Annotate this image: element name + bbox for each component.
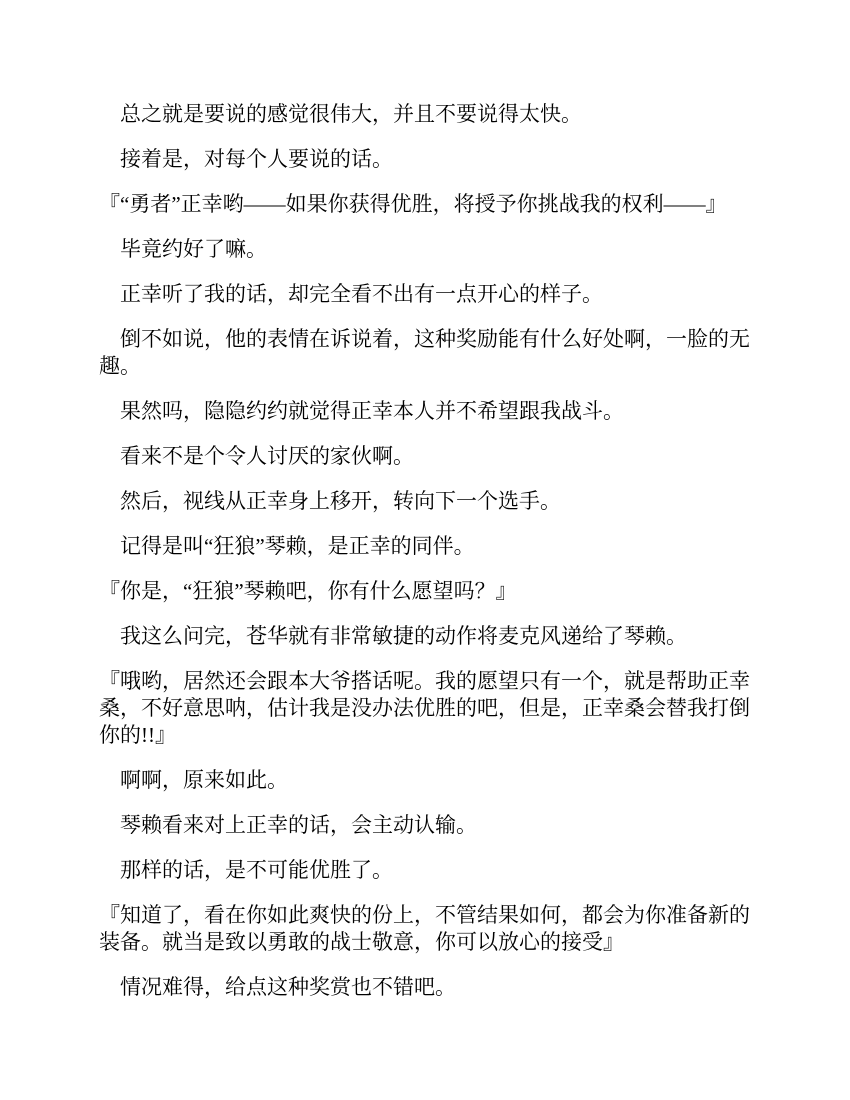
dialogue-paragraph: 『知道了，看在你如此爽快的份上，不管结果如何，都会为你准备新的装备。就当是致以勇敢的战士敬意，你可以放心的接受』: [99, 903, 750, 954]
paragraph: 毕竟约好了嘛。: [120, 237, 267, 261]
paragraph: 我这么问完，苍华就有非常敏捷的动作将麦克风递给了琴赖。: [120, 624, 687, 648]
paragraph: 然后，视线从正幸身上移开，转向下一个选手。: [120, 489, 561, 513]
paragraph: 倒不如说，他的表情在诉说着，这种奖励能有什么好处啊，一脸的无趣。: [99, 327, 750, 378]
paragraph: 接着是，对每个人要说的话。: [120, 147, 393, 171]
paragraph: 总之就是要说的感觉很伟大，并且不要说得太快。: [120, 102, 582, 126]
paragraph: 记得是叫“狂狼”琴赖，是正幸的同伴。: [120, 534, 475, 558]
dialogue-paragraph: 『“勇者”正幸哟——如果你获得优胜，将授予你挑战我的权利——』: [99, 192, 727, 216]
paragraph: 看来不是个令人讨厌的家伙啊。: [120, 444, 414, 468]
paragraph: 那样的话，是不可能优胜了。: [120, 858, 393, 882]
paragraph: 情况难得，给点这种奖赏也不错吧。: [120, 975, 456, 999]
paragraph: 果然吗，隐隐约约就觉得正幸本人并不希望跟我战斗。: [120, 399, 624, 423]
dialogue-paragraph: 『你是，“狂狼”琴赖吧，你有什么愿望吗？』: [99, 579, 517, 603]
dialogue-paragraph: 『哦哟，居然还会跟本大爷搭话呢。我的愿望只有一个，就是帮助正幸桑，不好意思呐，估计我是没办法优胜的吧，但是，正幸桑会替我打倒你的!!』: [99, 669, 750, 747]
paragraph: 啊啊，原来如此。: [120, 768, 288, 792]
paragraph: 正幸听了我的话，却完全看不出有一点开心的样子。: [120, 282, 603, 306]
paragraph: 琴赖看来对上正幸的话，会主动认输。: [120, 813, 477, 837]
